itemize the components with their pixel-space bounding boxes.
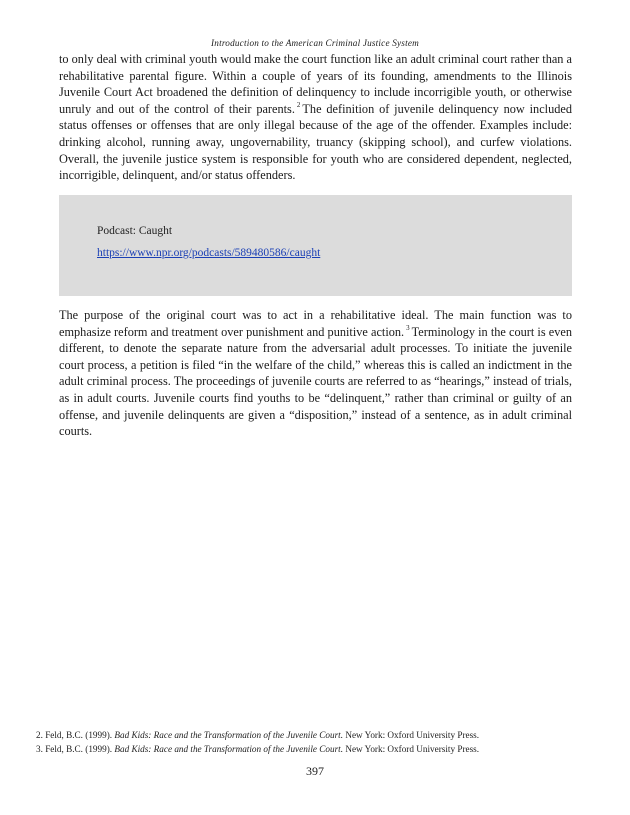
body-paragraph-2 [59,307,572,440]
running-header: Introduction to the American Criminal Justice System [211,38,419,48]
podcast-callout-box [59,195,572,296]
podcast-link[interactable]: https://www.npr.org/podcasts/589480586/caught [97,247,321,259]
body-paragraph-1 [59,51,572,184]
footnotes [36,729,479,756]
paragraph-text: to only deal with criminal youth would make the court function like an adult criminal court rather than a rehabilitative parental figure. Within a couple of years of its founding, amendments to the Illinois Juvenile Court Act broadened the definition of delinquency to include incorrigible youth, or otherwise unruly and out of the control of their parents. [59,52,572,116]
footnote-3: 3. Feld, B.C. (1999). Bad Kids: Race and the Transformation of the Juvenile Court. New York: Oxford University Press. [36,743,480,754]
footnote-ref-2[interactable]: 2 [296,100,301,109]
paragraph-text: The purpose of the original court was to act in a rehabilitative ideal. The main function was to emphasize reform and treatment over punishment and punitive action. [59,308,572,339]
podcast-title: Podcast: Caught [97,225,173,237]
paragraph-text: Terminology in the court is even different, to denote the separate nature from the adversarial adult processes. To initiate the juvenile court process, a petition is filed “in the welfare of the child,” whereas this is called an indictment in the adult criminal process. The proceedings of juvenile courts are referred to as “hearings,” instead of trials, as in adult courts. Juvenile courts find youths to be “delinquent,” rather than criminal or guilty of an offense, and juvenile delinquents are given a “disposition,” instead of a sentence, as in adult criminal courts. [59,324,572,439]
footnote-ref-3[interactable]: 3 [406,323,410,332]
paragraph-text: The definition of juvenile delinquency now included status offenses or offenses that are only illegal because of the age of the offender. Examples include: drinking alcohol, running away, ungovernability, truancy (skipping school), and curfew violations. Overall, the juvenile justice system is responsible for youth who are considered dependent, neglected, incorrigible, delinquent, and/or status offenders. [59,101,572,183]
page-number: 397 [306,764,324,778]
footnote-2: 2. Feld, B.C. (1999). Bad Kids: Race and the Transformation of the Juvenile Court. New York: Oxford University Press. [36,730,480,740]
